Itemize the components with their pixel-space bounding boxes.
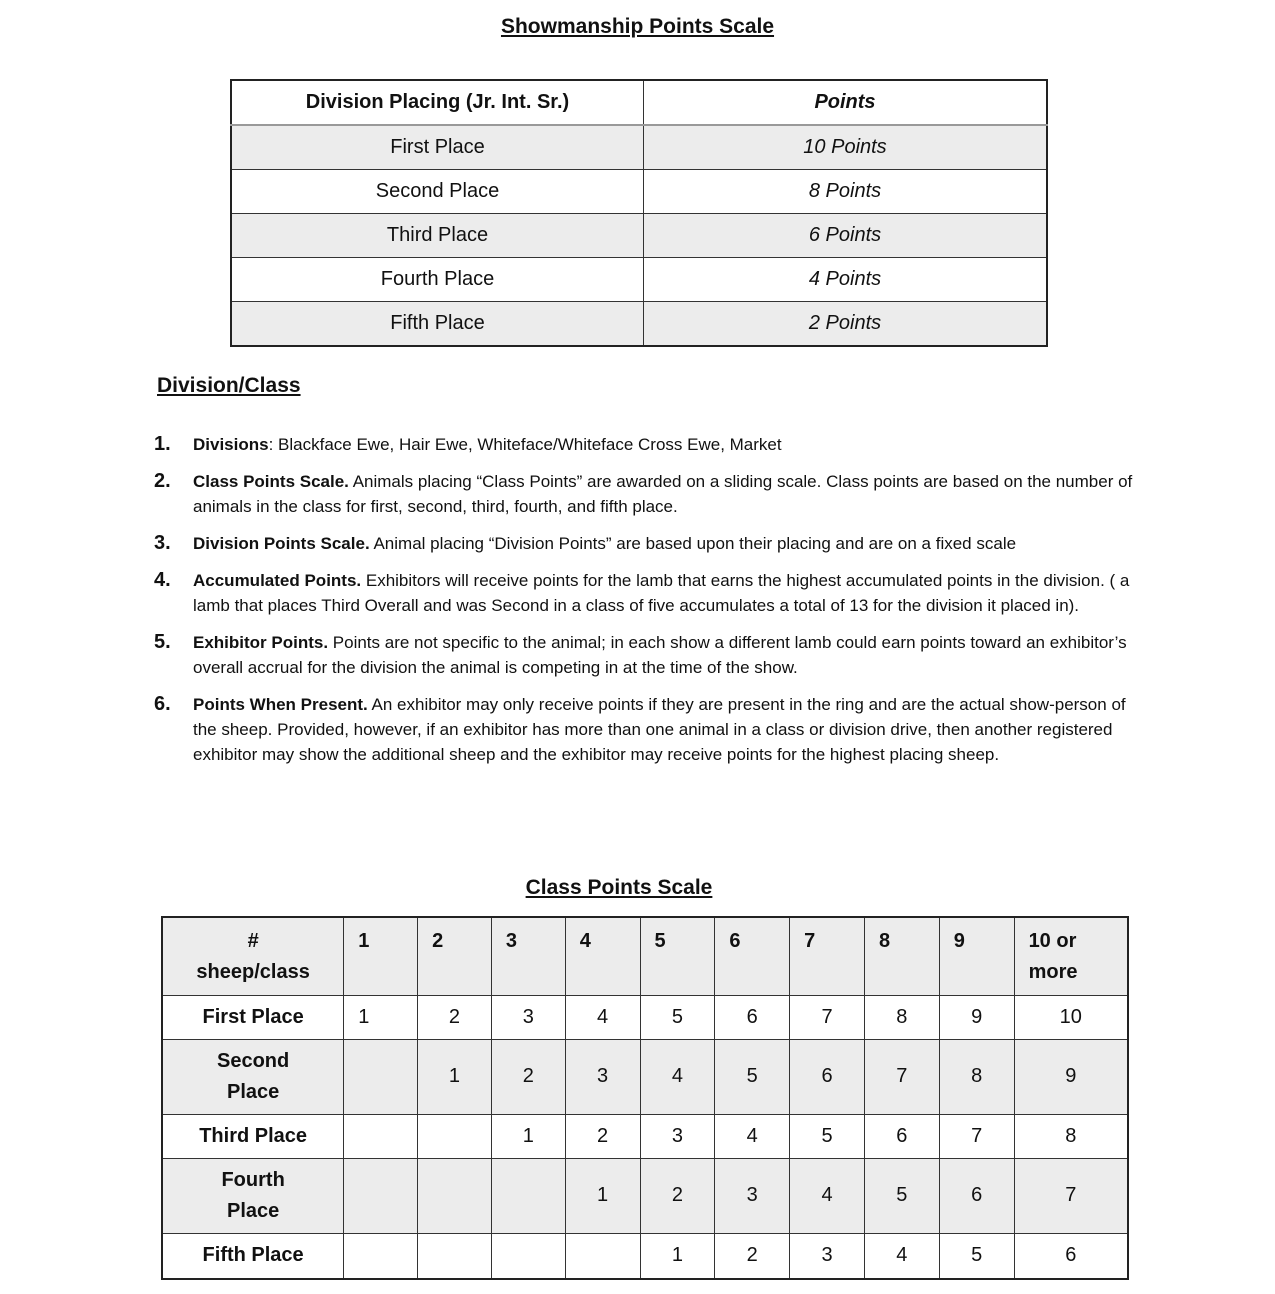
item-term: Divisions — [193, 435, 269, 454]
item-text: Exhibitors will receive points for the lamb that earns the highest accumulated points in the division. ( a lamb that places Third Overall and was Second in a class of five accumulates a total of 13 for the division it placed in). — [193, 571, 1130, 615]
corner-line: # — [247, 930, 259, 952]
value-cell: 1 — [640, 1233, 715, 1279]
value-cell: 7 — [939, 1114, 1014, 1158]
placing-cell: Third Place — [231, 214, 644, 258]
column-header: 3 — [491, 917, 565, 995]
value-cell: 4 — [565, 995, 640, 1039]
column-header: 4 — [565, 917, 640, 995]
table-row — [162, 1114, 1128, 1158]
value-cell: 3 — [790, 1233, 865, 1279]
corner-line: sheep/class — [196, 961, 310, 983]
row-label-line: Place — [226, 1080, 280, 1103]
value-cell: 2 — [418, 995, 492, 1039]
column-header: 9 — [939, 917, 1014, 995]
row-label-line: Third Place — [199, 1124, 308, 1147]
column-header: 1 — [344, 917, 418, 995]
table-row — [162, 995, 1128, 1039]
table-row — [231, 125, 1047, 170]
row-label — [162, 1114, 344, 1158]
value-cell: 9 — [939, 995, 1014, 1039]
value-cell — [418, 1114, 492, 1158]
value-cell: 6 — [1014, 1233, 1128, 1279]
value-cell — [344, 1039, 418, 1114]
item-text: : Blackface Ewe, Hair Ewe, Whiteface/Whiteface Cross Ewe, Market — [268, 435, 782, 454]
item-text: Animal placing “Division Points” are based upon their placing and are on a fixed scale — [369, 534, 1017, 553]
value-cell: 1 — [344, 995, 418, 1039]
value-cell: 6 — [790, 1039, 865, 1114]
row-label-line: First Place — [202, 1005, 304, 1028]
item-term: Accumulated Points. — [193, 571, 362, 590]
list-item — [152, 568, 1152, 618]
value-cell: 3 — [491, 995, 565, 1039]
points-header: Points — [644, 80, 1048, 125]
points-cell: 6 Points — [644, 214, 1048, 258]
column-header: 7 — [790, 917, 865, 995]
item-number: 6. — [154, 693, 171, 715]
list-item — [152, 531, 1152, 556]
page-title: Showmanship Points Scale — [500, 15, 775, 38]
list-item — [152, 432, 1152, 457]
value-cell: 3 — [715, 1158, 790, 1233]
table-row — [162, 1039, 1128, 1114]
value-cell: 10 — [1014, 995, 1128, 1039]
points-cell: 8 Points — [644, 170, 1048, 214]
table-row — [231, 258, 1047, 302]
value-cell: 3 — [640, 1114, 715, 1158]
row-label — [162, 1039, 344, 1114]
value-cell: 8 — [864, 995, 939, 1039]
table-header-row — [231, 80, 1047, 125]
value-cell: 5 — [790, 1114, 865, 1158]
item-term: Exhibitor Points. — [193, 633, 329, 652]
value-cell: 7 — [1014, 1158, 1128, 1233]
value-cell: 5 — [640, 995, 715, 1039]
list-item — [152, 630, 1152, 680]
rules-list — [152, 432, 1152, 779]
value-cell: 3 — [565, 1039, 640, 1114]
column-header: 2 — [418, 917, 492, 995]
item-number: 5. — [154, 631, 171, 653]
points-cell: 4 Points — [644, 258, 1048, 302]
item-number: 4. — [154, 569, 171, 591]
placing-cell: Fourth Place — [231, 258, 644, 302]
value-cell: 7 — [790, 995, 865, 1039]
column-header-line: 10 or — [1028, 930, 1077, 952]
value-cell: 4 — [790, 1158, 865, 1233]
value-cell: 1 — [491, 1114, 565, 1158]
row-label — [162, 1233, 344, 1279]
row-label-line: Fifth Place — [202, 1244, 304, 1267]
value-cell: 2 — [715, 1233, 790, 1279]
value-cell — [565, 1233, 640, 1279]
points-cell: 10 Points — [644, 125, 1048, 170]
division-points-table — [230, 79, 1048, 347]
placing-cell: First Place — [231, 125, 644, 170]
row-label — [162, 1158, 344, 1233]
value-cell: 2 — [565, 1114, 640, 1158]
item-number: 3. — [154, 532, 171, 554]
value-cell: 1 — [565, 1158, 640, 1233]
value-cell: 5 — [939, 1233, 1014, 1279]
value-cell — [418, 1158, 492, 1233]
value-cell: 2 — [640, 1158, 715, 1233]
column-header — [1014, 917, 1128, 995]
value-cell: 6 — [864, 1114, 939, 1158]
value-cell — [344, 1114, 418, 1158]
item-text: An exhibitor may only receive points if they are present in the ring and are the actual show-person of the sheep. Provided, however, if an exhibitor has more than one animal in a class or division drive, then another registered exhibitor may show the additional sheep and the exhibitor may receive points for the highest placing sheep. — [193, 695, 1126, 764]
item-number: 1. — [154, 433, 171, 455]
column-header: 8 — [864, 917, 939, 995]
table-row — [231, 302, 1047, 347]
class-points-table — [161, 916, 1129, 1280]
corner-header — [162, 917, 344, 995]
table-row — [162, 1233, 1128, 1279]
value-cell: 4 — [715, 1114, 790, 1158]
item-number: 2. — [154, 470, 171, 492]
item-term: Class Points Scale. — [193, 472, 349, 491]
item-term: Points When Present. — [193, 695, 368, 714]
table-header-row — [162, 917, 1128, 995]
placing-cell: Second Place — [231, 170, 644, 214]
value-cell: 8 — [939, 1039, 1014, 1114]
value-cell: 6 — [939, 1158, 1014, 1233]
item-term: Division Points Scale. — [193, 534, 370, 553]
item-text: Animals placing “Class Points” are awarded on a sliding scale. Class points are based on the number of animals in the class for first, second, third, fourth, and fifth place. — [193, 472, 1133, 516]
row-label-line: Second — [217, 1049, 290, 1072]
value-cell: 1 — [418, 1039, 492, 1114]
value-cell — [344, 1233, 418, 1279]
row-label — [162, 995, 344, 1039]
table-row — [162, 1158, 1128, 1233]
placing-cell: Fifth Place — [231, 302, 644, 347]
class-table-title: Class Points Scale — [525, 876, 713, 899]
value-cell: 8 — [1014, 1114, 1128, 1158]
list-item — [152, 469, 1152, 519]
value-cell — [491, 1158, 565, 1233]
value-cell — [344, 1158, 418, 1233]
placing-header: Division Placing (Jr. Int. Sr.) — [231, 80, 644, 125]
column-header: 5 — [640, 917, 715, 995]
list-item — [152, 692, 1152, 767]
value-cell: 5 — [715, 1039, 790, 1114]
value-cell: 4 — [864, 1233, 939, 1279]
value-cell: 6 — [715, 995, 790, 1039]
table-row — [231, 214, 1047, 258]
table-row — [231, 170, 1047, 214]
column-header: 6 — [715, 917, 790, 995]
item-text: Points are not specific to the animal; in each show a different lamb could earn points toward an exhibitor’s overall accrual for the division the animal is competing in at the time of the show. — [193, 633, 1127, 677]
row-label-line: Place — [226, 1199, 280, 1222]
section-heading: Division/Class — [157, 374, 301, 397]
value-cell: 2 — [491, 1039, 565, 1114]
value-cell — [491, 1233, 565, 1279]
column-header-line: more — [1028, 961, 1078, 983]
points-cell: 2 Points — [644, 302, 1048, 347]
value-cell: 4 — [640, 1039, 715, 1114]
value-cell: 9 — [1014, 1039, 1128, 1114]
row-label-line: Fourth — [221, 1168, 285, 1191]
value-cell: 5 — [864, 1158, 939, 1233]
value-cell: 7 — [864, 1039, 939, 1114]
value-cell — [418, 1233, 492, 1279]
